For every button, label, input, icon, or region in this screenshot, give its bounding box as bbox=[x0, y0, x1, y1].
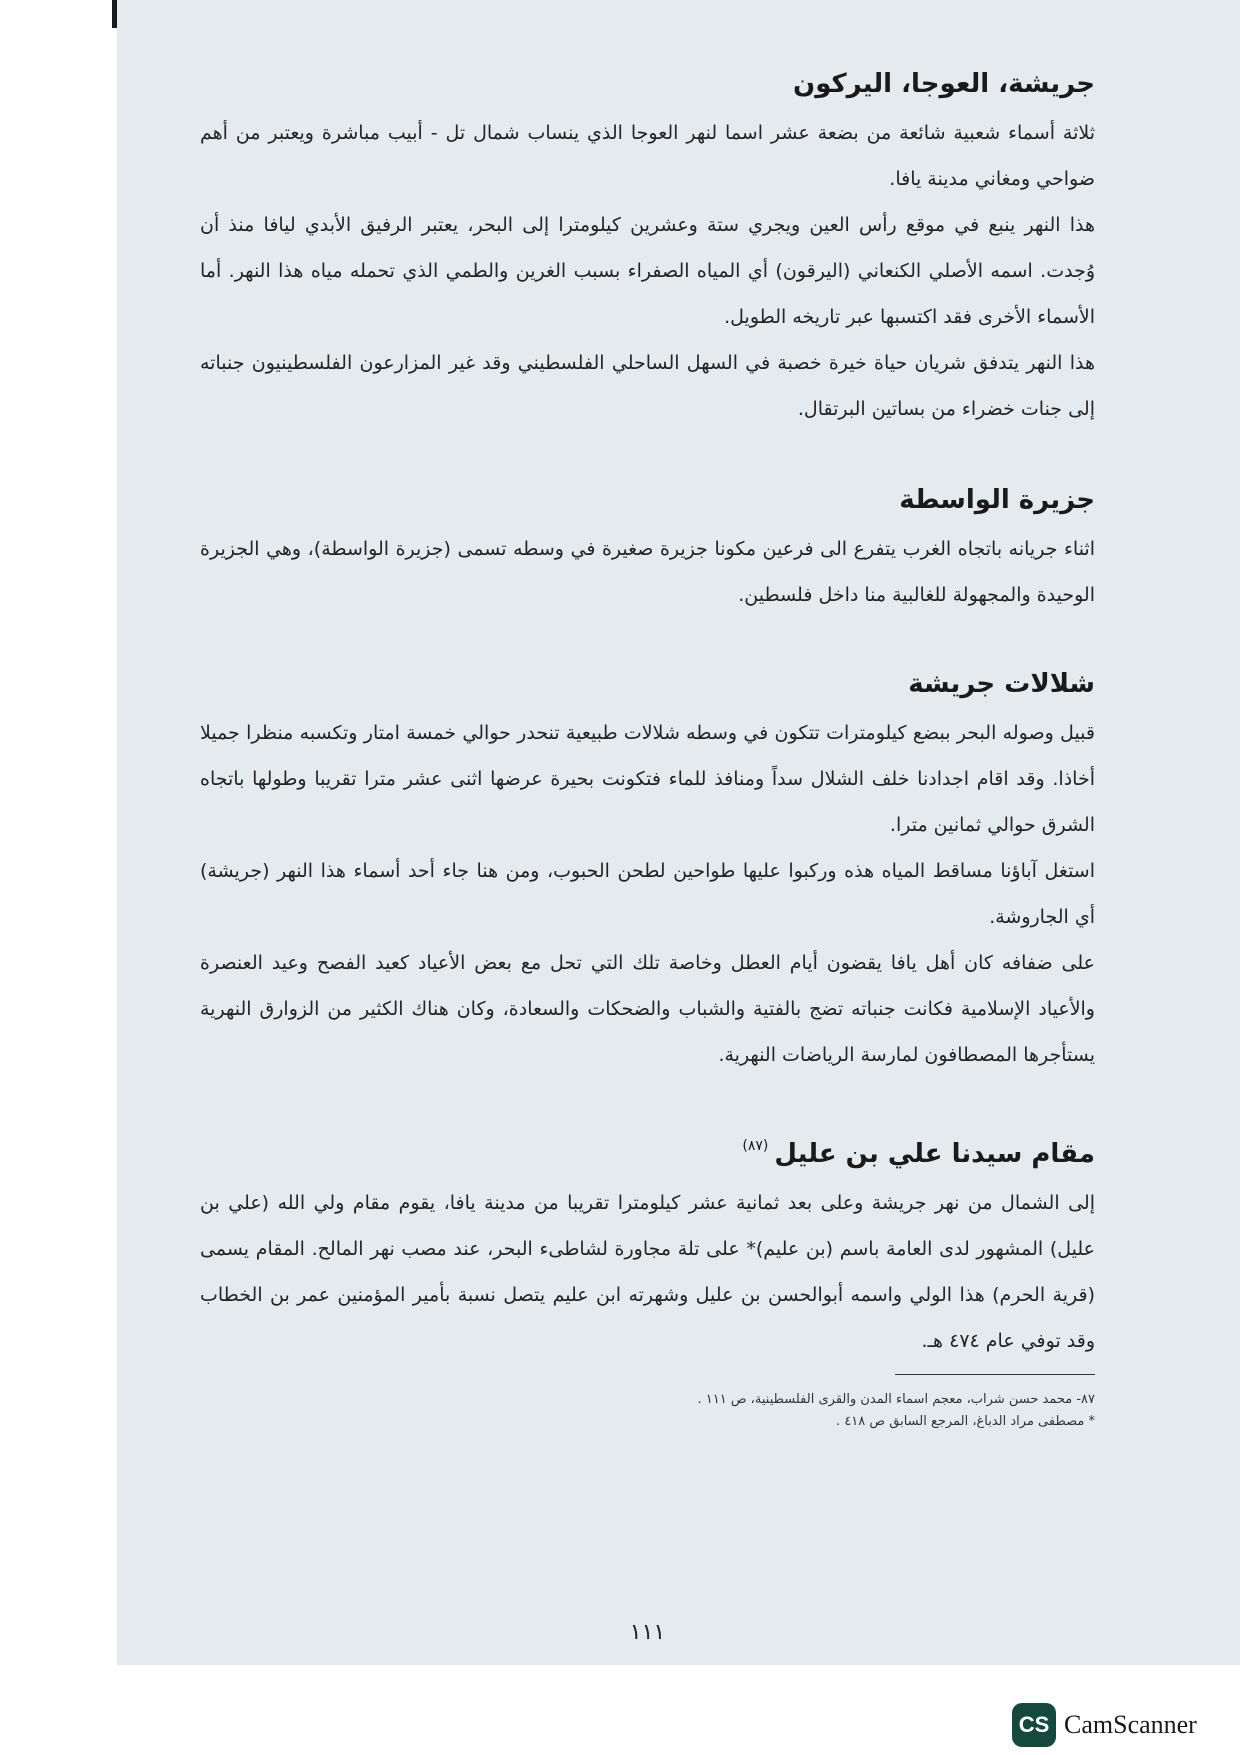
paragraph: هذا النهر يتدفق شريان حياة خيرة خصبة في السهل الساحلي الفلسطيني وقد غير المزارعون الفلسطينيون جنباته إلى جنات خضراء من بساتين البرتقال. bbox=[200, 352, 1095, 420]
footnote-divider bbox=[895, 1374, 1095, 1375]
paragraph: إلى الشمال من نهر جريشة وعلى بعد ثمانية عشر كيلومترا تقريبا من مدينة يافا، يقوم مقام ولي الله (علي بن عليل) المشهور لدى العامة باسم (بن عليم)* على تلة مجاورة لشاطىء البحر، عند مصب نهر المالح. المقام يسمى (قرية الحرم) هذا الولي واسمه أبوالحسن بن عليل وشهرته ابن عليم يتصل نسبة بأمير المؤمنين عمر بن الخطاب وقد توفي عام ٤٧٤ هـ. bbox=[200, 1192, 1095, 1352]
section-ali-bin-alil-shrine bbox=[200, 1122, 1095, 1364]
section-heading-text: جريشة، العوجا، اليركون bbox=[793, 69, 1095, 99]
section-wasita-island bbox=[200, 476, 1095, 618]
page-number: ١١١ bbox=[629, 1620, 666, 1645]
paragraph: ثلاثة أسماء شعبية شائعة من بضعة عشر اسما لنهر العوجا الذي ينساب شمال تل - أبيب مباشرة ويعتبر من أهم ضواحي ومغاني مدينة يافا. bbox=[200, 122, 1095, 190]
paragraph: على ضفافه كان أهل يافا يقضون أيام العطل وخاصة تلك التي تحل مع بعض الأعياد كعيد الفصح وعيد العنصرة والأعياد الإسلامية فكانت جنباته تضج بالفتية والشباب والضحكات والسعادة، وكان هناك الكثير من الزوارق النهرية يستأجرها المصطافون لمارسة الرياضات النهرية. bbox=[200, 952, 1095, 1066]
section-jarisha bbox=[200, 60, 1095, 432]
section-heading-text: جزيرة الواسطة bbox=[899, 485, 1095, 515]
section-heading bbox=[200, 660, 1095, 708]
paragraph: قبيل وصوله البحر ببضع كيلومترات تتكون في وسطه شلالات طبيعية تنحدر حوالي خمسة امتار وتكسبه منظرا جميلا أخاذا. وقد اقام اجدادنا خلف الشلال سداً ومنافذ للماء فتكونت بحيرة عرضها اثنى عشر مترا تقريبا وطولها باتجاه الشرق حوالي ثمانين مترا. bbox=[200, 722, 1095, 836]
section-heading bbox=[200, 60, 1095, 108]
footnote: ٨٧- محمد حسن شراب، معجم اسماء المدن والقرى الفلسطينية، ص ١١١ . bbox=[697, 1392, 1095, 1407]
section-jarisha-falls bbox=[200, 660, 1095, 1078]
camscanner-logo-icon: CS bbox=[1012, 1703, 1056, 1747]
section-heading-text: مقام سيدنا علي بن عليل bbox=[774, 1139, 1095, 1169]
section-heading-text: شلالات جريشة bbox=[908, 669, 1095, 699]
camscanner-watermark bbox=[1012, 1700, 1240, 1750]
paragraph: اثناء جريانه باتجاه الغرب يتفرع الى فرعين مكونا جزيرة صغيرة في وسطه تسمى (جزيرة الواسطة)، وهي الجزيرة الوحيدة والمجهولة للغالبية منا داخل فلسطين. bbox=[200, 538, 1095, 606]
camscanner-label: CamScanner bbox=[1064, 1710, 1197, 1739]
paragraph: هذا النهر ينبع في موقع رأس العين ويجري ستة وعشرين كيلومترا إلى البحر، يعتبر الرفيق الأبدي ليافا منذ أن وُجدت. اسمه الأصلي الكنعاني (اليرقون) أي المياه الصفراء بسبب الغرين والطمي الذي تحمله مياه هذا النهر. أما الأسماء الأخرى فقد اكتسبها عبر تاريخه الطويل. bbox=[200, 214, 1095, 328]
paragraph: استغل آباؤنا مساقط المياه هذه وركبوا عليها طواحين لطحن الحبوب، ومن هنا جاء أحد أسماء هذا النهر (جريشة) أي الجاروشة. bbox=[200, 860, 1095, 928]
section-heading bbox=[200, 1122, 1095, 1178]
footnotes bbox=[200, 1389, 1095, 1433]
footnote-reference: (٨٧) bbox=[742, 1138, 769, 1154]
footnote: * مصطفى مراد الدباغ، المرجع السابق ص ٤١٨ . bbox=[836, 1414, 1095, 1429]
page-body bbox=[200, 60, 1095, 1645]
section-heading bbox=[200, 476, 1095, 524]
